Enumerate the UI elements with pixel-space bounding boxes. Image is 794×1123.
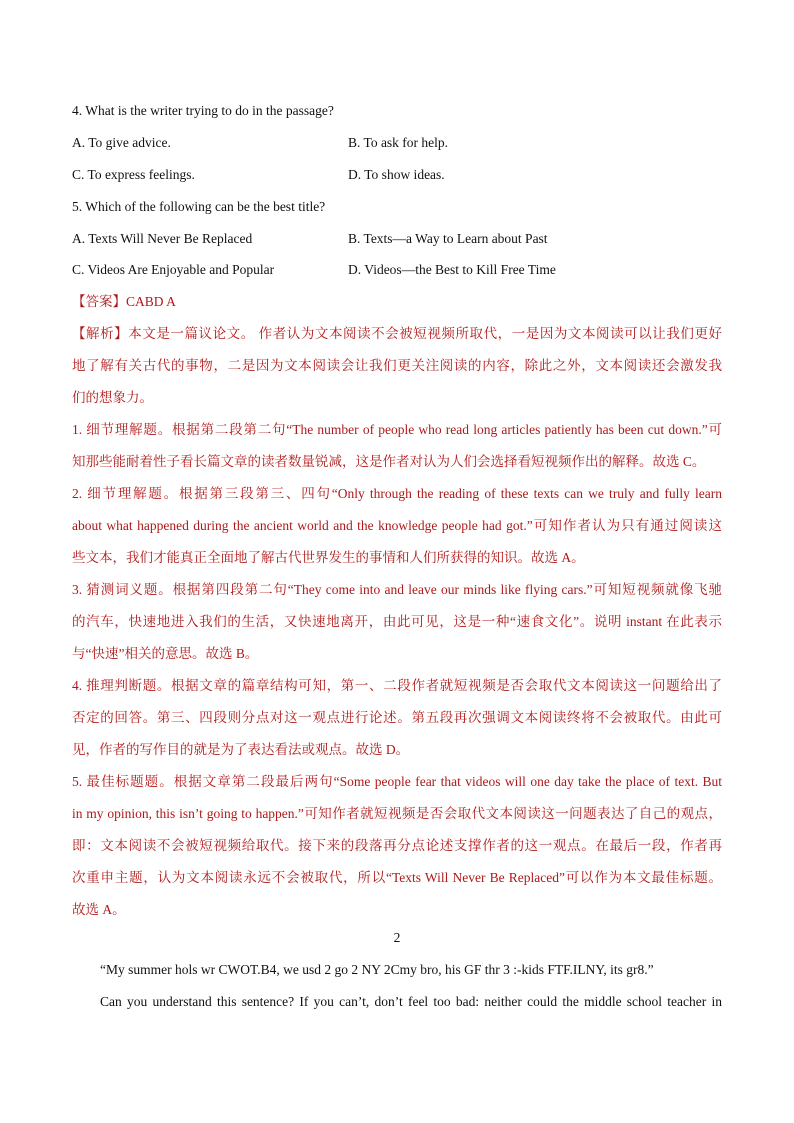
- analysis-line: 3. 猜测词义题。根据第四段第二句“They come into and leave our minds like flying cars.”可知短视频就像飞驰: [72, 582, 722, 597]
- analysis-line: 5. 最佳标题题。根据文章第二段最后两句“Some people fear that videos will one day take the place of text. But: [72, 774, 722, 789]
- analysis-line: 知那些能耐着性子看长篇文章的读者数量锐减，这是作者对认为人们会选择看短视频作出的解释。故选 C。: [72, 454, 706, 469]
- q4-option-a: A. To give advice.: [72, 135, 171, 150]
- analysis-line: 地了解有关古代的事物，二是因为文本阅读会让我们更关注阅读的内容，除此之外，文本阅读还会激发我: [72, 358, 722, 373]
- answer-value: CABD A: [126, 294, 176, 309]
- analysis-line: about what happened during the ancient world and the knowledge people had got.”可知作者认为只有通过阅读这: [72, 518, 722, 533]
- analysis-line: 们的想象力。: [72, 390, 153, 405]
- analysis-line: 2. 细节理解题。根据第三段第三、四句“Only through the reading of these texts can we truly and fully learn: [72, 486, 722, 501]
- q5-option-b: B. Texts—a Way to Learn about Past: [348, 231, 548, 246]
- passage-line: “My summer hols wr CWOT.B4, we usd 2 go 2 NY 2Cmy bro, his GF thr 3 :-kids FTF.ILNY, its gr8.”: [100, 962, 654, 977]
- analysis-line: 4. 推理判断题。根据文章的篇章结构可知，第一、二段作者就短视频是否会取代文本阅读这一问题给出了: [72, 678, 722, 693]
- analysis-line: 些文本，我们才能真正全面地了解古代世界发生的事情和人们所获得的知识。故选 A。: [72, 550, 585, 565]
- q5-option-a: A. Texts Will Never Be Replaced: [72, 231, 253, 246]
- answer-line: [72, 294, 176, 310]
- analysis-line: 否定的回答。第三、四段则分点对这一观点进行论述。第五段再次强调文本阅读终将不会被取代。由此可: [72, 710, 722, 725]
- analysis-line: 见，作者的写作目的就是为了表达看法或观点。故选 D。: [72, 742, 410, 757]
- q5-option-d: D. Videos—the Best to Kill Free Time: [348, 262, 556, 277]
- question-5-stem: 5. Which of the following can be the best title?: [72, 199, 326, 214]
- question-4-stem: 4. What is the writer trying to do in the passage?: [72, 103, 334, 118]
- passage-number: 2: [393, 930, 401, 945]
- analysis-line: 次重申主题，认为文本阅读永远不会被取代，所以“Texts Will Never Be Replaced”可以作为本文最佳标题。: [72, 870, 722, 885]
- analysis-line: 与“快速”相关的意思。故选 B。: [72, 646, 259, 661]
- q5-option-c: C. Videos Are Enjoyable and Popular: [72, 262, 275, 277]
- answer-label: 【答案】: [72, 294, 126, 309]
- q4-option-d: D. To show ideas.: [348, 167, 445, 182]
- analysis-line: 1. 细节理解题。根据第二段第二句“The number of people who read long articles patiently has been cut down.”可: [72, 422, 722, 437]
- q4-option-b: B. To ask for help.: [348, 135, 449, 150]
- passage-line: Can you understand this sentence? If you can’t, don’t feel too bad: neither could the middle school teacher in: [100, 994, 722, 1009]
- analysis-line: in my opinion, this isn’t going to happen.”可知作者就短视频是否会取代文本阅读这一问题表达了自己的观点，: [72, 806, 722, 821]
- analysis-label: 【解析】: [72, 326, 129, 341]
- analysis-line: 即：文本阅读不会被短视频给取代。接下来的段落再分点论述支撑作者的这一观点。在最后一段，作者再: [72, 838, 722, 853]
- q4-option-c: C. To express feelings.: [72, 167, 195, 182]
- analysis-line: 故选 A。: [72, 902, 126, 917]
- analysis-line: 的汽车，快速地进入我们的生活，又快速地离开，由此可见，这是一种“速食文化”。说明 instant 在此表示: [72, 614, 722, 629]
- analysis-line: 【解析】本文是一篇议论文。 作者认为文本阅读不会被短视频所取代，一是因为文本阅读可以让我们更好: [72, 326, 723, 341]
